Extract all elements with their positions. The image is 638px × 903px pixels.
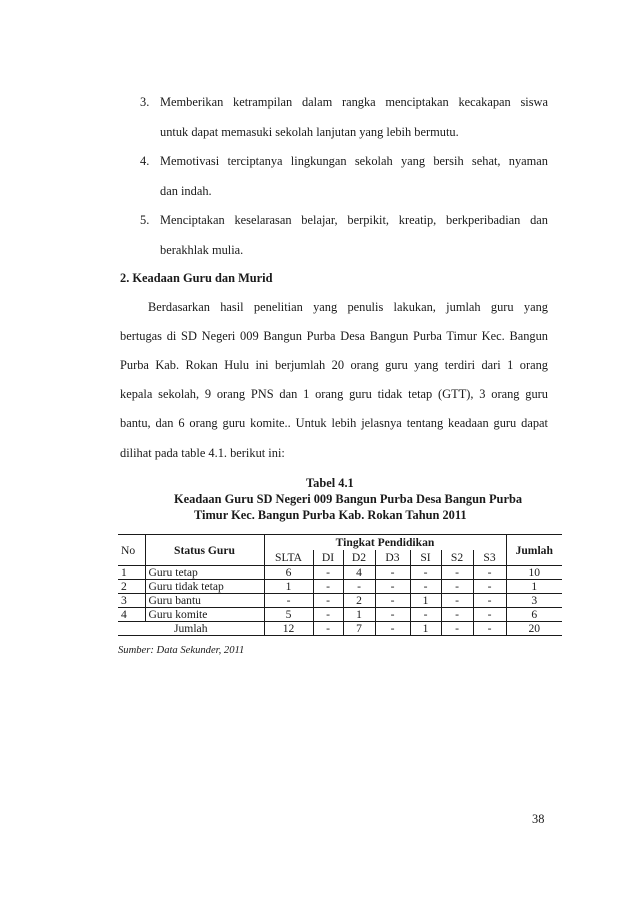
table-row (118, 580, 562, 594)
paragraph-line: bantu, dan 6 orang guru komite.. Untuk lebih jelasnya tentang keadaan guru dapat (120, 416, 548, 430)
cell-level: - (441, 566, 473, 580)
list-text-line: Menciptakan keselarasan belajar, berpikit, kreatip, berkperibadian dan (160, 213, 548, 227)
total-label: Jumlah (118, 622, 264, 636)
table-row (118, 594, 562, 608)
cell-level: - (410, 566, 441, 580)
cell-level: - (441, 608, 473, 622)
cell-level: - (473, 566, 506, 580)
list-number: 3. (140, 95, 150, 109)
cell-level: - (473, 594, 506, 608)
table-title: Keadaan Guru SD Negeri 009 Bangun Purba Desa Bangun Purba (174, 492, 523, 506)
list-text-line: untuk dapat memasuki sekolah lanjutan yang lebih bermutu. (160, 125, 459, 139)
cell-status: Guru tidak tetap (145, 580, 264, 594)
cell-no: 1 (118, 566, 145, 580)
table-row (118, 566, 562, 580)
list-text-line: berakhlak mulia. (160, 243, 244, 257)
header-no: No (118, 535, 145, 566)
paragraph-line: bertugas di SD Negeri 009 Bangun Purba Desa Bangun Purba Timur Kec. Bangun (120, 329, 548, 343)
header-level: S3 (473, 550, 506, 566)
total-level: - (375, 622, 410, 636)
table-header-row (118, 535, 562, 551)
cell-level: - (313, 566, 343, 580)
cell-level: 6 (264, 566, 313, 580)
list-number: 4. (140, 154, 150, 168)
total-level: - (313, 622, 343, 636)
cell-level: 4 (343, 566, 375, 580)
total-level: 12 (264, 622, 313, 636)
list-number: 5. (140, 213, 150, 227)
header-level: SI (410, 550, 441, 566)
source-note: Sumber: Data Sekunder, 2011 (118, 645, 245, 656)
teacher-table (118, 534, 562, 636)
cell-level: 2 (343, 594, 375, 608)
cell-status: Guru tetap (145, 566, 264, 580)
cell-level: - (313, 594, 343, 608)
header-level: S2 (441, 550, 473, 566)
cell-level: - (441, 580, 473, 594)
cell-level: - (375, 608, 410, 622)
cell-no: 2 (118, 580, 145, 594)
total-level: 1 (410, 622, 441, 636)
cell-level: - (441, 594, 473, 608)
cell-status: Guru komite (145, 608, 264, 622)
cell-level: - (375, 580, 410, 594)
cell-total: 1 (506, 580, 562, 594)
cell-level: - (313, 608, 343, 622)
paragraph-line: Berdasarkan hasil penelitian yang penulis lakukan, jumlah guru yang (148, 300, 548, 314)
header-total: Jumlah (506, 535, 562, 566)
page-number: 38 (532, 812, 545, 826)
table-total-row (118, 622, 562, 636)
list-text-line: Memberikan ketrampilan dalam rangka menciptakan kecakapan siswa (160, 95, 548, 109)
cell-level: 5 (264, 608, 313, 622)
header-status: Status Guru (145, 535, 264, 566)
total-value: 20 (506, 622, 562, 636)
cell-total: 3 (506, 594, 562, 608)
cell-level: 1 (410, 594, 441, 608)
cell-status: Guru bantu (145, 594, 264, 608)
header-level: D3 (375, 550, 410, 566)
header-level: D2 (343, 550, 375, 566)
cell-level: - (264, 594, 313, 608)
cell-level: - (313, 580, 343, 594)
cell-level: - (410, 608, 441, 622)
cell-level: - (375, 594, 410, 608)
cell-level: - (410, 580, 441, 594)
table-row (118, 608, 562, 622)
cell-no: 3 (118, 594, 145, 608)
list-text-line: dan indah. (160, 184, 212, 198)
total-level: - (441, 622, 473, 636)
cell-no: 4 (118, 608, 145, 622)
header-education-level: Tingkat Pendidikan (264, 535, 506, 551)
header-level: DI (313, 550, 343, 566)
table-title: Timur Kec. Bangun Purba Kab. Rokan Tahun 2011 (194, 508, 467, 522)
table-label: Tabel 4.1 (306, 476, 354, 490)
section-heading: 2. Keadaan Guru dan Murid (120, 271, 273, 285)
cell-level: 1 (264, 580, 313, 594)
paragraph-line: kepala sekolah, 9 orang PNS dan 1 orang guru tidak tetap (GTT), 3 orang guru (120, 387, 548, 401)
cell-total: 10 (506, 566, 562, 580)
cell-level: - (473, 580, 506, 594)
header-level: SLTA (264, 550, 313, 566)
cell-total: 6 (506, 608, 562, 622)
cell-level: 1 (343, 608, 375, 622)
total-level: 7 (343, 622, 375, 636)
list-text-line: Memotivasi terciptanya lingkungan sekolah yang bersih sehat, nyaman (160, 154, 548, 168)
cell-level: - (343, 580, 375, 594)
cell-level: - (473, 608, 506, 622)
cell-level: - (375, 566, 410, 580)
paragraph-line: Purba Kab. Rokan Hulu ini berjumlah 20 orang guru yang terdiri dari 1 orang (120, 358, 548, 372)
paragraph-line: dilihat pada table 4.1. berikut ini: (120, 446, 285, 460)
total-level: - (473, 622, 506, 636)
